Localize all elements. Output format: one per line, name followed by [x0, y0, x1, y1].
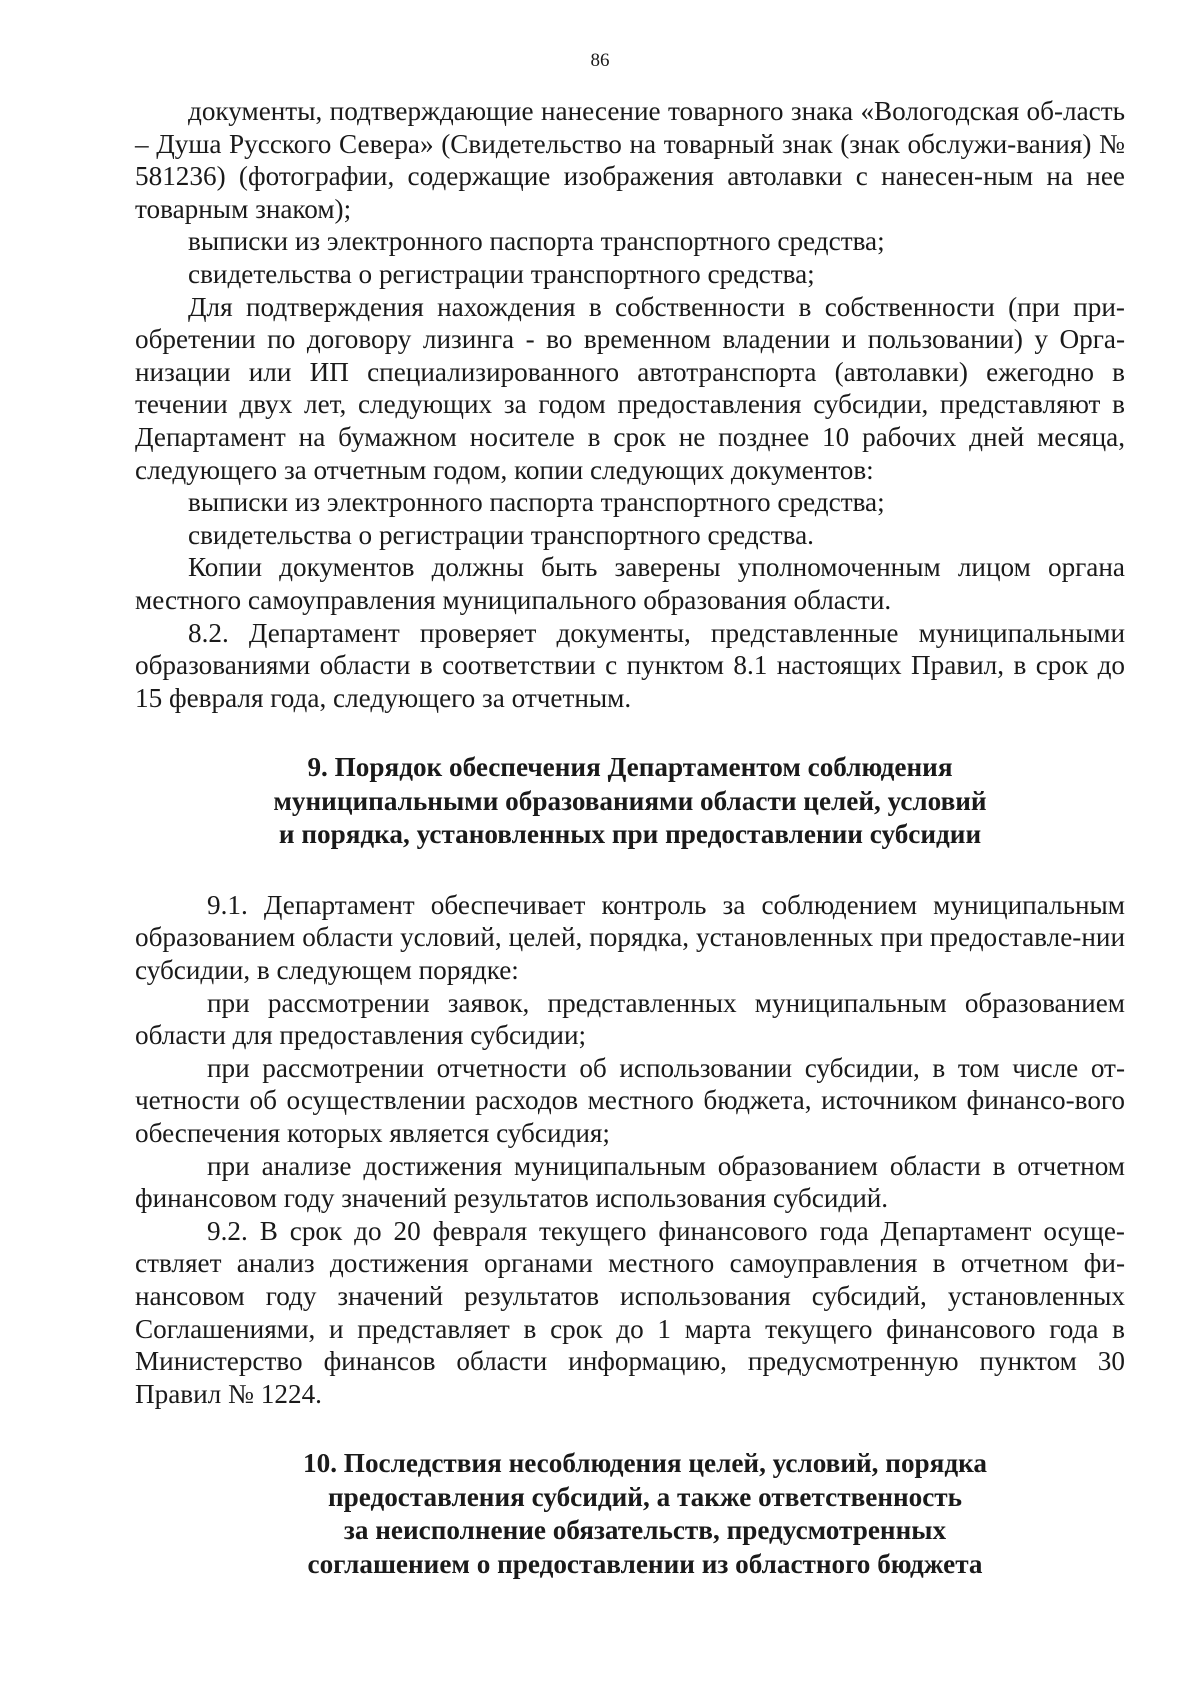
heading-line: предоставления субсидий, а также ответственность	[327, 1481, 963, 1512]
heading-line: соглашением о предоставлении из областного бюджета	[307, 1548, 983, 1579]
heading-line: за неисполнение обязательств, предусмотренных	[343, 1515, 947, 1546]
heading-line: 10. Последствия несоблюдения целей, условий, порядка	[303, 1448, 987, 1479]
paragraph: при рассмотрении заявок, представленных муниципальным образованием области для предоставления субсидии;	[135, 987, 1125, 1051]
page-number: 86	[590, 50, 610, 71]
paragraph: 9.1. Департамент обеспечивает контроль за соблюдением муниципальным образованием области условий, целей, порядка, установленных при предоставле-нии субсидии, в следующем порядке:	[135, 889, 1125, 985]
section-10-heading	[135, 1447, 1125, 1581]
paragraph: свидетельства о регистрации транспортного средства;	[188, 258, 815, 289]
section-9-heading	[135, 751, 1125, 852]
paragraph: Для подтверждения нахождения в собственности в собственности (при при-обретении по договору лизинга - во временном владении и пользовании) у Орга-низации или ИП специализированного автотранспорта (автолавки) ежегодно в течении двух лет, следующих за годом предоставления субсидии, представляют в Департамент на бумажном носителе в срок не позднее 10 рабочих дней месяца, следующего за отчетным годом, копии следующих документов:	[135, 291, 1125, 485]
heading-line: и порядка, установленных при предоставлении субсидии	[278, 819, 982, 850]
paragraph: документы, подтверждающие нанесение товарного знака «Вологодская об-ласть – Душа Русского Севера» (Свидетельство на товарный знак (знак обслужи-вания) № 581236) (фотографии, содержащие изображения автолавки с нанесен-ным на нее товарным знаком);	[135, 96, 1125, 224]
page-content	[135, 95, 1125, 1581]
paragraph: выписки из электронного паспорта транспортного средства;	[188, 226, 885, 257]
heading-line: муниципальными образованиями области целей, условий	[273, 785, 987, 816]
paragraph: свидетельства о регистрации транспортного средства.	[188, 519, 814, 550]
paragraph: выписки из электронного паспорта транспортного средства;	[188, 487, 885, 518]
paragraph: при анализе достижения муниципальным образованием области в отчетном финансовом году значений результатов использования субсидий.	[135, 1150, 1125, 1214]
paragraph: 9.2. В срок до 20 февраля текущего финансового года Департамент осуще-ствляет анализ достижения органами местного самоуправления в отчетном фи-нансовом году значений результатов использования субсидий, установленных Соглашениями, и представляет в срок до 1 марта текущего финансового года в Министерство финансов области информацию, предусмотренную пунктом 30 Правил № 1224.	[135, 1215, 1125, 1409]
paragraph: при рассмотрении отчетности об использовании субсидии, в том числе от-четности об осуществлении расходов местного бюджета, источником финансо-вого обеспечения которых является субсидия;	[135, 1052, 1125, 1148]
paragraph: Копии документов должны быть заверены уполномоченным лицом органа местного самоуправления муниципального образования области.	[135, 552, 1125, 615]
paragraph: 8.2. Департамент проверяет документы, представленные муниципальными образованиями области в соответствии с пунктом 8.1 настоящих Правил, в срок до 15 февраля года, следующего за отчетным.	[135, 617, 1125, 713]
heading-line: 9. Порядок обеспечения Департаментом соблюдения	[307, 752, 953, 783]
